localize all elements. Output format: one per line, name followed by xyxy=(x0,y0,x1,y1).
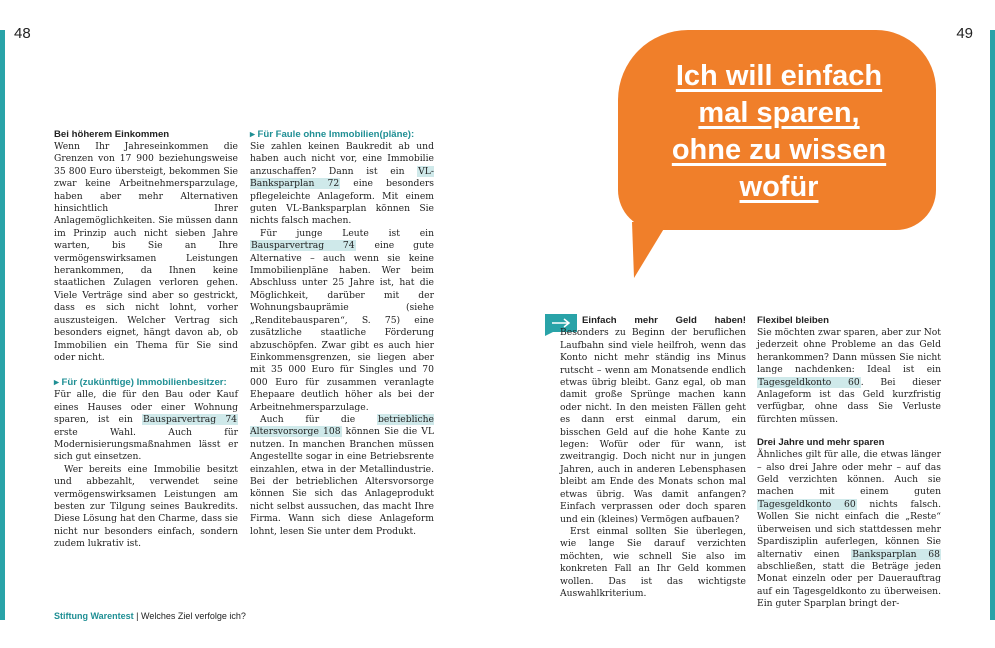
paragraph: Sie möchten zwar sparen, aber zur Not jederzeit ohne Probleme an das Geld herankommen? Dann müssen Sie nicht lange nachdenken: Ideal ist ein Tagesgeldkonto 60. Bei dieser Anlageform ist das Geld kurzfristig verfügbar, ohne dass Sie Verluste fürchten müssen. xyxy=(757,327,941,425)
right-edge-bar xyxy=(990,30,995,620)
paragraph: Für junge Leute ist ein Bausparvertrag 74 eine gute Alternative – auch wenn sie keine Immobilienpläne haben. Wer beim Abschluss unter 25 Jahre ist, hat die Möglichkeit, darüber mit der Wohnungsbauprämie (siehe „Renditebausparen“, S. 75) eine zusätzliche staatliche Förderung abzuschöpfen. Zwar gibt es auch hier Einkommensgrenzen, sie liegen aber mit 35 000 Euro für Singles und 70 000 Euro für zusammen veranlagte Ehepaare deutlich höher als bei der Arbeitnehmersparzulage. xyxy=(250,227,434,413)
heading-three-years: Drei Jahre und mehr sparen xyxy=(757,437,885,449)
cross-reference[interactable]: Tagesgeldkonto 60 xyxy=(758,498,856,510)
paragraph: Wer bereits eine Immobilie besitzt und abbezahlt, verwendet seine vermögenswirksamen Leistungen am besten zur Tilgung seines Baukredits. Diese Lösung hat den Charme, dass sie nicht nur besonders einfach, sondern zudem lukrativ ist. xyxy=(54,463,238,550)
lead-bold: Einfach mehr Geld haben! xyxy=(582,315,746,326)
paragraph: Auch für die betriebliche Altersvorsorge 108 können Sie die VL nutzen. In manchen Branchen müssen Angestellte sogar in eine Betriebsrente einzahlen, etwa in der Metallindustrie. Bei der betrieblichen Altersvorsorge können Sie sich das Anlageprodukt nicht selbst aussuchen, das macht Ihre Firma. Wann sich diese Anlageform lohnt, lesen Sie unter dem Produkt. xyxy=(250,413,434,537)
cross-reference[interactable]: Bausparvertrag 74 xyxy=(143,414,238,426)
paragraph: Erst einmal sollten Sie überlegen, wie lange Sie darauf verzichten möchten, wie schnell Sie also im konkreten Fall an Ihr Geld kommen wollen. Das ist das wichtigste Auswahlkriterium. xyxy=(560,525,746,599)
cross-reference[interactable]: Bausparvertrag 74 xyxy=(251,240,355,252)
paragraph: Sie zahlen keinen Baukredit ab und haben auch nicht vor, eine Immobilie anzuschaffen? Dann ist ein VL-Banksparplan 72 eine besonders pflegeleichte Anlageform. Mit einem guten VL-Banksparplan können Sie nichts falsch machen. xyxy=(250,141,434,227)
cross-reference[interactable]: VL-Banksparplan 72 xyxy=(250,165,434,190)
column-4 xyxy=(757,314,941,611)
heading-flexible: Flexibel bleiben xyxy=(757,315,829,326)
footer-chapter: Welches Ziel verfolge ich? xyxy=(141,611,246,621)
bubble-headline: Ich will einfach mal sparen, ohne zu wissen wofür xyxy=(671,60,887,203)
paragraph: Für alle, die für den Bau oder Kauf eines Hauses oder einer Wohnung sparen, ist ein Bausparvertrag 74 erste Wahl. Auch für Modernisierungsmaßnahmen lässt er sich gut einsetzen. xyxy=(54,389,238,463)
cross-reference[interactable]: Tagesgeldkonto 60 xyxy=(758,376,860,388)
left-edge-bar xyxy=(0,30,5,620)
cross-reference[interactable]: betriebliche Altersvorsorge 108 xyxy=(250,413,434,438)
paragraph: Einfach mehr Geld haben! Besonders zu Beginn der beruflichen Laufbahn sind viele heilfroh, wenn das Konto nicht mehr ständig ins Minus rutscht – wenn am Monatsende endlich etwas übrig bleibt. Ganz egal, ob man damit große Sprünge machen kann oder nicht. In den meisten Fällen geht es dann erst einmal darum, ein bisschen Geld auf die hohe Kante zu legen: Wofür oder für wann, ist zweitrangig. Doch nicht nur in jungen Jahren, auch in anderen Lebensphasen bleibt am Ende des Monats schon mal etwas übrig. Was damit anfangen? Einfach verprassen oder doch sparen und ein (kleines) Vermögen aufbauen? xyxy=(560,315,746,525)
heading-higher-income: Bei höherem Einkommen xyxy=(54,129,170,140)
cross-reference[interactable]: Banksparplan 68 xyxy=(852,548,940,560)
speech-bubble-tail xyxy=(628,222,668,280)
page-footer: Stiftung Warentest | Welches Ziel verfolge ich? xyxy=(54,611,246,621)
footer-brand: Stiftung Warentest xyxy=(54,611,134,621)
page-number-right: 49 xyxy=(956,25,973,42)
heading-no-property: ▸ Für Faule ohne Immobilien(pläne): xyxy=(250,129,415,140)
heading-property-owners: ▸ Für (zukünftige) Immobilienbesitzer: xyxy=(54,377,227,389)
column-1 xyxy=(54,128,238,551)
page-number-left: 48 xyxy=(14,25,31,42)
column-2 xyxy=(250,128,434,538)
paragraph: Wenn Ihr Jahreseinkommen die Grenzen von 17 900 beziehungsweise 35 800 Euro übersteigt, bekommen Sie zwar keine Arbeitnehmersparzulage, haben aber mehr Alternativen hinsichtlich Ihrer Anlagemöglichkeiten. Sie müssen dann im Prinzip auch nicht sieben Jahre warten, bis Sie an Ihre vermögenswirksamen Leistungen herankommen, da Ihnen keine staatlichen Zulagen verloren gehen. Viele Verträge sind aber so gestrickt, dass es sich nicht lohnt, vorher auszusteigen. Welcher Vertrag sich besonders eignet, hängt davon ab, ob Immobilien ein Thema für Sie sind oder nicht. xyxy=(54,141,238,363)
column-3 xyxy=(560,314,746,600)
paragraph: Ähnliches gilt für alle, die etwas länger – also drei Jahre oder mehr – auf das Geld verzichten können. Auch sie machen mit einem guten Tagesgeldkonto 60 nichts falsch. Wollen Sie nicht einfach die „Reste“ überweisen und sich stattdessen mehr Spardisziplin auferlegen, können Sie alternativ einen Banksparplan 68 abschließen, statt die Beträge jeden Monat einzeln oder per Dauerauftrag auf ein Tagesgeldkonto zu überweisen. Ein guter Sparplan bringt der- xyxy=(757,449,941,610)
